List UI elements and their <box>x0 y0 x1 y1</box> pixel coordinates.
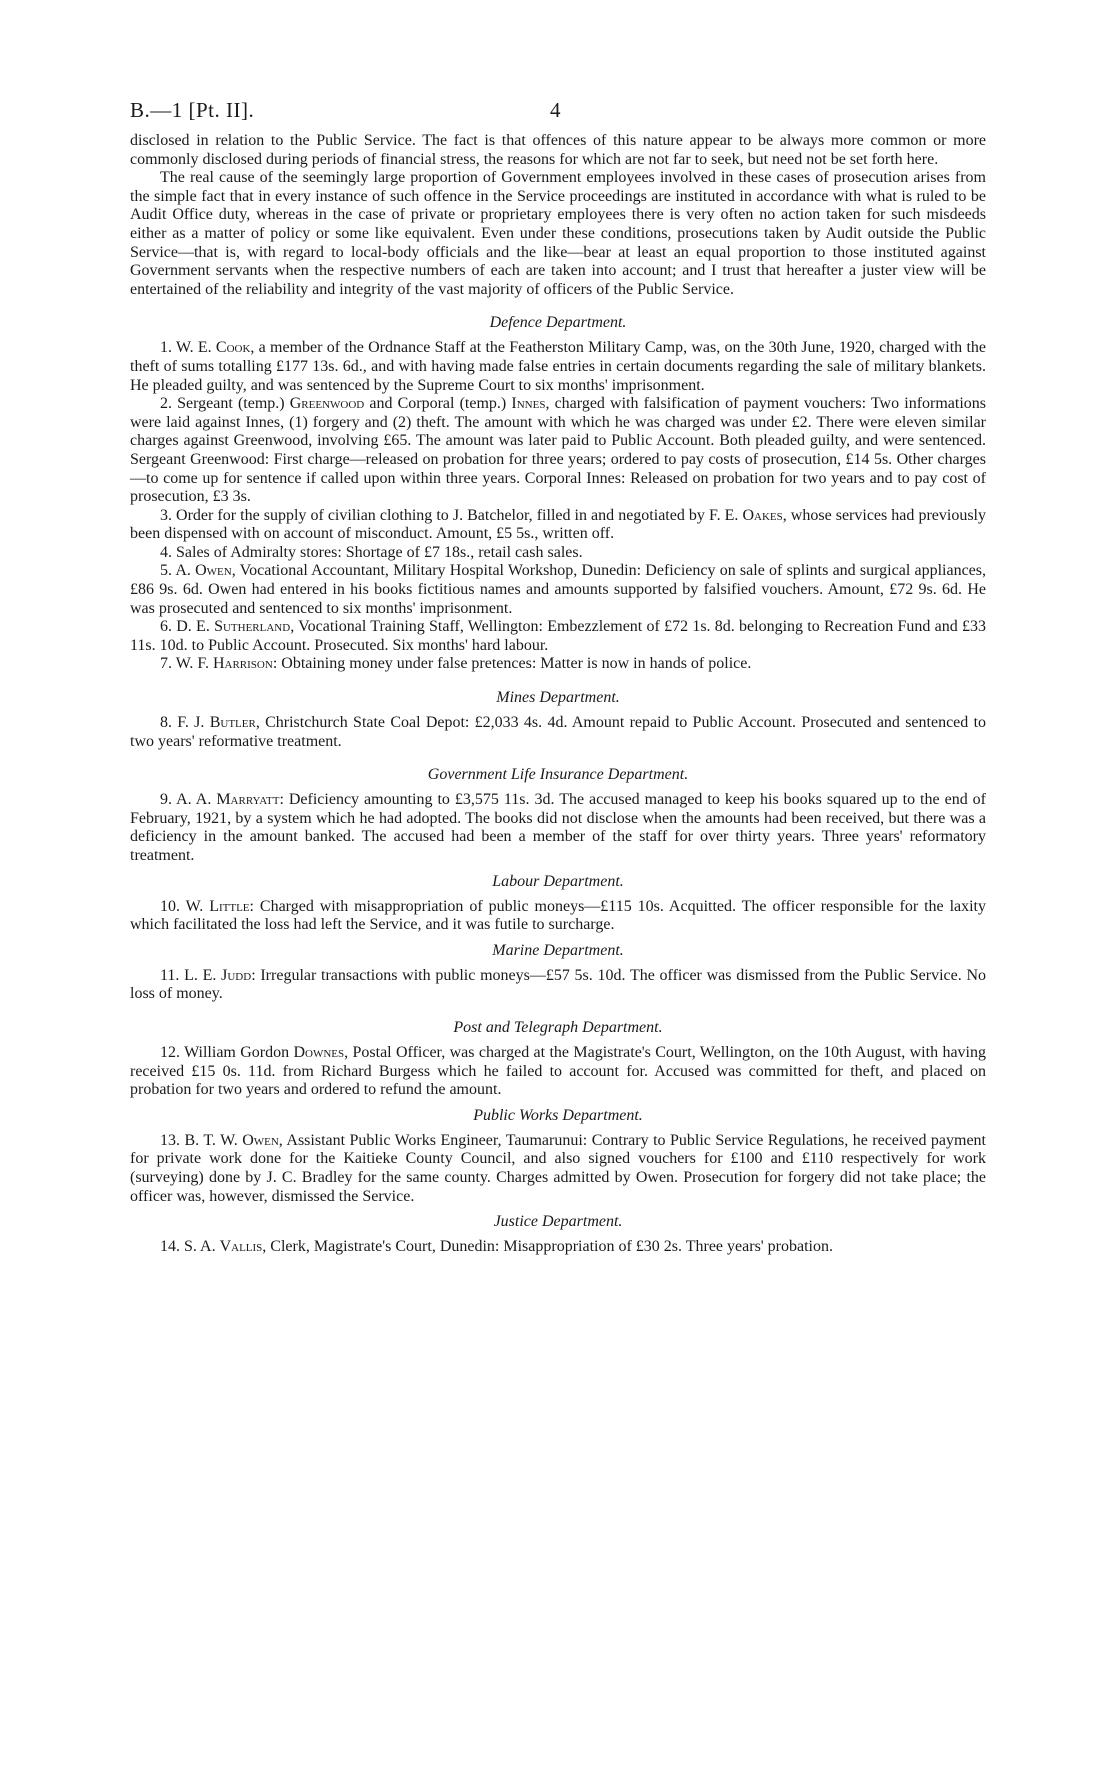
item-8: 8. F. J. Butler, Christchurch State Coal Depot: £2,033 4s. 4d. Amount repaid to Public Account. Prosecuted and sentenced to two years' reformative treatment. <box>130 714 987 750</box>
item-14: 14. S. A. Vallis, Clerk, Magistrate's Court, Dunedin: Misappropriation of £30 2s. Three years' probation. <box>160 1238 833 1256</box>
document-page <box>130 92 986 1257</box>
page-number: 4 <box>550 98 561 122</box>
item-6: 6. D. E. Sutherland, Vocational Training Staff, Wellington: Embezzlement of £72 1s. 8d. belonging to Recreation Fund and £33 11s. 10d. to Public Account. Prosecuted. Six months' hard labour. <box>130 618 987 654</box>
item-5: 5. A. Owen, Vocational Accountant, Military Hospital Workshop, Dunedin: Deficiency on sale of splints and surgical appliances, £86 9s. 6d. Owen had entered in his books fictitious names and amounts supported by falsified vouchers. Amount, £72 9s. 6d. He was prosecuted and sentenced to six months' imprisonment. <box>130 562 987 617</box>
person-name: Owen <box>195 562 232 580</box>
person-name: Sutherland <box>214 618 291 636</box>
person-name: Owen <box>242 1131 279 1149</box>
person-name: Marryatt <box>216 791 280 809</box>
person-name: Butler <box>209 714 256 732</box>
item-1: 1. W. E. Cook, a member of the Ordnance Staff at the Featherston Military Camp, was, on the 30th June, 1920, charged with the theft of sums totalling £177 13s. 6d., and with having made false entries in certain documents regarding the sale of military blankets. He pleaded guilty, and was sentenced by the Supreme Court to six months' imprisonment. <box>130 339 986 394</box>
heading-life-insurance: Government Life Insurance Department. <box>427 766 689 784</box>
person-name: Harrison <box>212 655 273 673</box>
item-7: 7. W. F. Harrison: Obtaining money under false pretences: Matter is now in hands of police. <box>160 655 752 673</box>
item-4: 4. Sales of Admiralty stores: Shortage of £7 18s., retail cash sales. <box>160 543 583 561</box>
item-10: 10. W. Little: Charged with misappropriation of public moneys—£115 10s. Acquitted. The officer responsible for the laxity which facilitated the loss had left the Service, and it was futile to surcharge. <box>130 897 987 934</box>
document-reference: B.—1 [Pt. II]. <box>130 98 255 122</box>
person-name: Innes <box>511 395 546 413</box>
heading-post-telegraph: Post and Telegraph Department. <box>453 1018 663 1036</box>
item-9: 9. A. A. Marryatt: Deficiency amounting to £3,575 11s. 3d. The accused managed to keep his books squared up to the end of February, 1921, by a system which he had adopted. The books did not disclose when the amounts had been received, but there was a deficiency in the amount banked. The accused had been a member of the staff for over thirty years. Three years' reformatory treatment. <box>130 791 987 864</box>
heading-defence: Defence Department. <box>489 314 627 332</box>
item-2: 2. Sergeant (temp.) Greenwood and Corporal (temp.) Innes, charged with falsification of payment vouchers: Two informations were laid against Innes, (1) forgery and (2) theft. The amount with which he was charged was under £2. There were eleven similar charges against Greenwood, involving £65. The amount was later paid to Public Account. Both pleaded guilty, and were sentenced. Sergeant Greenwood: First charge—released on probation for three years; ordered to pay costs of prosecution, £14 5s. Other charges—to come up for sentence if called upon within three years. Corporal Innes: Released on probation for two years and to pay cost of prosecution, £3 3s. <box>130 395 987 506</box>
intro-paragraph-2: The real cause of the seemingly large proportion of Government employees involved in these cases of prosecution arises from the simple fact that in every instance of such offence in the Service proceedings are instituted in accordance with what is ruled to be Audit Office duty, whereas in the case of private or proprietary employees there is very often no action taken for such misdeeds either as a matter of policy or some like equivalent. Even under these conditions, prosecutions taken by Audit outside the Public Service—that is, with regard to local-body officials and the like—bear at least an equal proportion to those instituted against Government servants when the respective numbers of each are taken into account; and I trust that hereafter a juster view will be entertained of the reliability and integrity of the vast majority of officers of the Public Service. <box>130 169 986 298</box>
intro-paragraph-1: disclosed in relation to the Public Service. The fact is that offences of this nature appear to be always more common or more commonly disclosed during periods of financial stress, the reasons for which are not far to seek, but need not be set forth here. <box>130 132 986 168</box>
item-11: 11. L. E. Judd: Irregular transactions with public moneys—£57 5s. 10d. The officer was dismissed from the Public Service. No loss of money. <box>130 966 987 1003</box>
page-header <box>130 92 986 132</box>
person-name: Oakes <box>742 506 783 524</box>
heading-public-works: Public Works Department. <box>473 1106 643 1124</box>
person-name: Greenwood <box>289 395 365 413</box>
item-13: 13. B. T. W. Owen, Assistant Public Works Engineer, Taumarunui: Contrary to Public Service Regulations, he received payment for private work done for the Kaitieke County Council, and also signed vouchers for £100 and £110 respectively for work (surveying) done by J. C. Bradley for the same county. Charges admitted by Owen. Prosecution for forgery did not take place; the officer was, however, dismissed the Service. <box>130 1131 986 1205</box>
item-12: 12. William Gordon Downes, Postal Officer, was charged at the Magistrate's Court, Wellington, on the 10th August, with having received £15 0s. 11d. from Richard Burgess which he failed to account for. Accused was committed for theft, and placed on probation for two years and ordered to refund the amount. <box>130 1043 986 1099</box>
person-name: Vallis <box>219 1238 263 1256</box>
person-name: Downes <box>293 1043 345 1061</box>
heading-mines: Mines Department. <box>496 689 620 707</box>
person-name: Little <box>209 897 250 915</box>
heading-justice: Justice Department. <box>493 1213 623 1231</box>
heading-labour: Labour Department. <box>492 872 624 890</box>
heading-marine: Marine Department. <box>492 941 624 959</box>
item-3: 3. Order for the supply of civilian clothing to J. Batchelor, filled in and negotiated by F. E. Oakes, whose services had previously been dispensed with on account of misconduct. Amount, £5 5s., written off. <box>130 506 987 543</box>
person-name: Judd <box>221 966 252 984</box>
person-name: Cook <box>215 339 251 357</box>
